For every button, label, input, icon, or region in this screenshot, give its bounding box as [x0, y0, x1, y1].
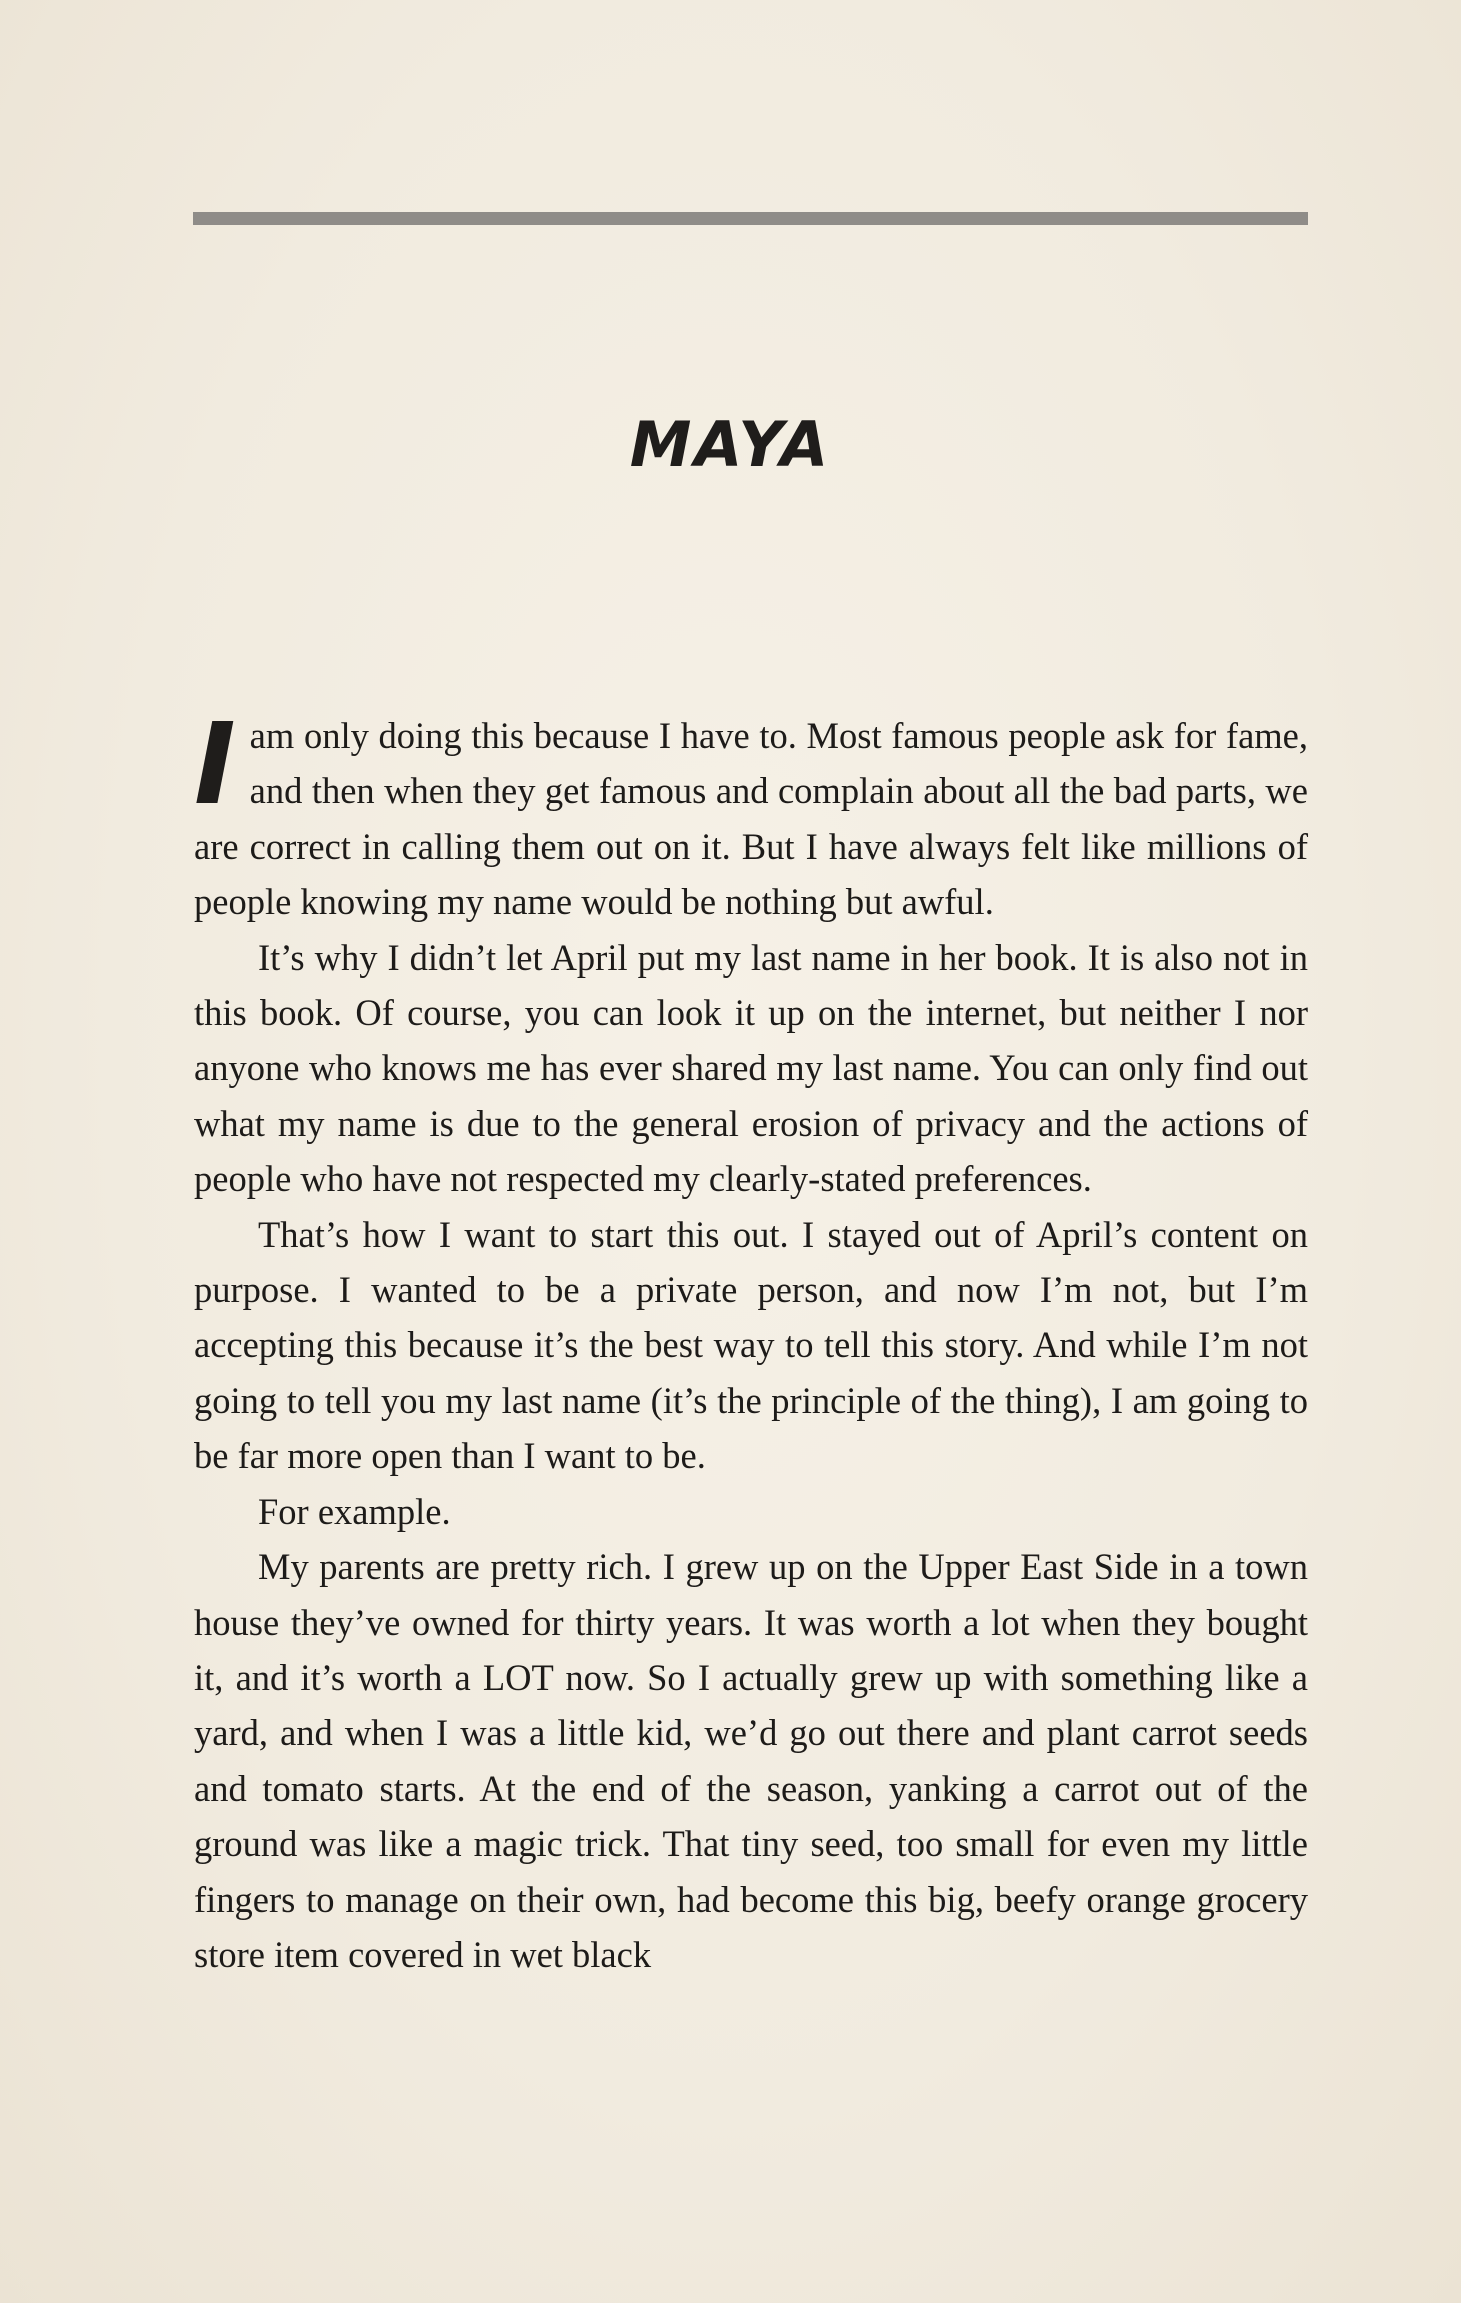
- chapter-body: [194, 700, 1308, 1982]
- chapter-title: MAYA: [629, 408, 832, 481]
- chapter-rule: [193, 212, 1308, 225]
- drop-cap: I: [194, 700, 236, 830]
- paragraph-1: [194, 700, 1308, 930]
- paragraph-4: For example.: [258, 1490, 451, 1532]
- paragraph-3: That’s how I want to start this out. I stayed out of April’s content on purpose. I wanted to be a private person, and now I’m not, but I’m accepting this because it’s the best way to tell this story. And while I’m not going to tell you my last name (it’s the principle of the thing), I am going to be far more open than I want to be.: [194, 1213, 1308, 1477]
- paragraph-1-text: am only doing this because I have to. Most famous people ask for fame, and then when they get famous and complain about all the bad parts, we are correct in calling them out on it. But I have always felt like millions of people knowing my name would be nothing but awful.: [194, 715, 1308, 923]
- paragraph-5: My parents are pretty rich. I grew up on the Upper East Side in a town house they’ve owned for thirty years. It was worth a lot when they bought it, and it’s worth a LOT now. So I actually grew up with something like a yard, and when I was a little kid, we’d go out there and plant carrot seeds and tomato starts. At the end of the season, yanking a carrot out of the ground was like a magic trick. That tiny seed, too small for even my little fingers to manage on their own, had become this big, beefy orange grocery store item covered in wet black: [194, 1546, 1308, 1975]
- paragraph-2: It’s why I didn’t let April put my last name in her book. It is also not in this book. Of course, you can look it up on the internet, but neither I nor anyone who knows me has ever shared my last name. You can only find out what my name is due to the general erosion of privacy and the actions of people who have not respected my clearly-stated preferences.: [194, 936, 1308, 1200]
